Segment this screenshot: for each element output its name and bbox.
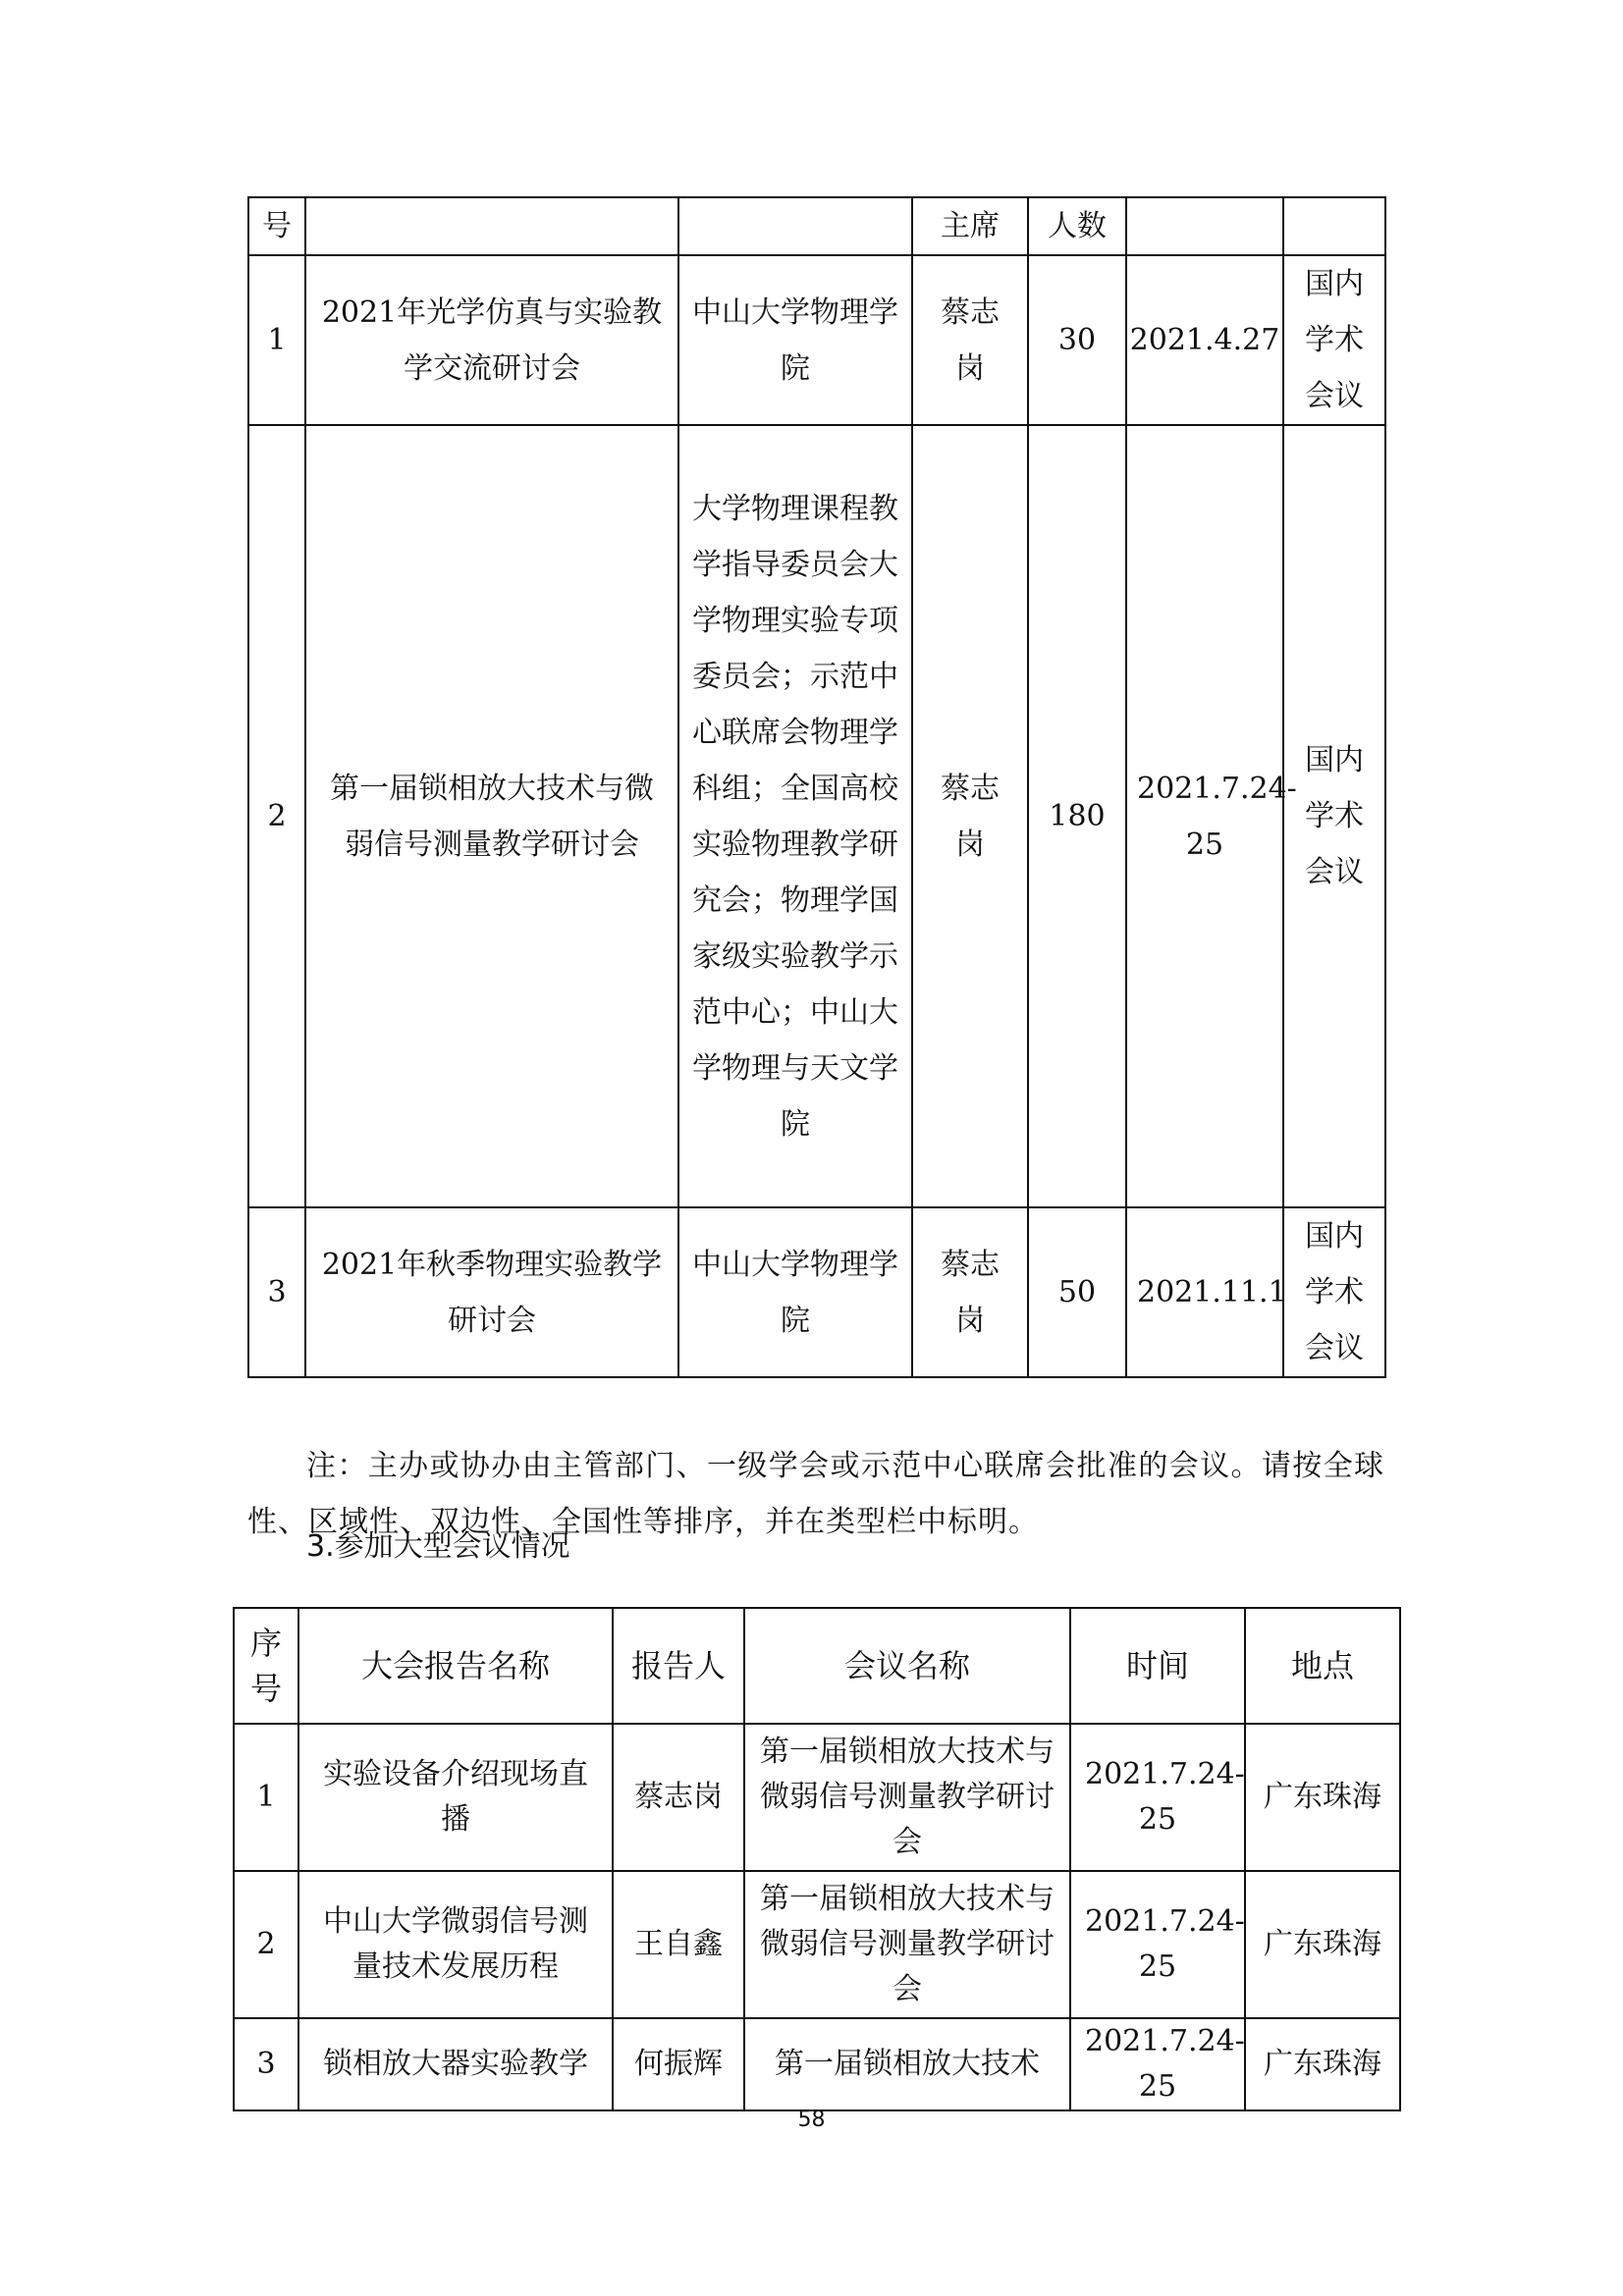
table-row [248,255,1385,425]
report-title: 实验设备介绍现场直播 [298,1724,613,1871]
header-cell: 会议名称 [744,1608,1070,1724]
row-number: 2 [248,425,305,1207]
header-cell [678,197,912,255]
conference-name: 第一届锁相放大技术与微弱信号测量教学研讨会 [744,1724,1070,1871]
conference-name: 第一届锁相放大技术与微弱信号测量教学研讨会 [744,1871,1070,2018]
meeting-date: 2021.7.24-25 [1126,425,1283,1207]
header-cell: 大会报告名称 [298,1608,613,1724]
meeting-type: 国内学术会议 [1283,1207,1385,1377]
table-row [234,1724,1400,1871]
meeting-name: 2021年光学仿真与实验教学交流研讨会 [305,255,678,425]
row-number: 1 [234,1724,298,1871]
header-cell [1283,197,1385,255]
chair: 蔡志岗 [912,255,1028,425]
header-cell: 报告人 [613,1608,744,1724]
table-row [234,1871,1400,2018]
attendee-count: 30 [1028,255,1126,425]
report-date: 2021.7.24-25 [1070,1871,1245,2018]
header-cell: 地点 [1245,1608,1400,1724]
attendee-count: 50 [1028,1207,1126,1377]
section-title: 3.参加大型会议情况 [306,1529,570,1564]
meeting-name: 2021年秋季物理实验教学研讨会 [305,1207,678,1377]
meetings-table [247,196,1386,1378]
meeting-date: 2021.4.27 [1126,255,1283,425]
table-row [248,425,1385,1207]
chair: 蔡志岗 [912,1207,1028,1377]
organizer: 中山大学物理学院 [678,1207,912,1377]
header-cell [305,197,678,255]
table-header-row [248,197,1385,255]
organizer: 中山大学物理学院 [678,255,912,425]
header-cell: 主席 [912,197,1028,255]
header-cell: 号 [248,197,305,255]
row-number: 3 [248,1207,305,1377]
row-number: 1 [248,255,305,425]
header-cell: 时间 [1070,1608,1245,1724]
table-row [248,1207,1385,1377]
reports-table [233,1607,1401,2111]
row-number: 2 [234,1871,298,2018]
meeting-date: 2021.11.1 [1126,1207,1283,1377]
speaker: 蔡志岗 [613,1724,744,1871]
report-title: 中山大学微弱信号测量技术发展历程 [298,1871,613,2018]
meeting-name: 第一届锁相放大技术与微弱信号测量教学研讨会 [305,425,678,1207]
report-place: 广东珠海 [1245,1871,1400,2018]
speaker: 何振辉 [613,2018,744,2110]
attendee-count: 180 [1028,425,1126,1207]
header-cell: 序号 [234,1608,298,1724]
report-date: 2021.7.24-25 [1070,2018,1245,2110]
report-place: 广东珠海 [1245,2018,1400,2110]
header-cell: 人数 [1028,197,1126,255]
conference-name: 第一届锁相放大技术 [744,2018,1070,2110]
report-date: 2021.7.24-25 [1070,1724,1245,1871]
speaker: 王自鑫 [613,1871,744,2018]
organizer: 大学物理课程教学指导委员会大学物理实验专项委员会；示范中心联席会物理学科组；全国高校实验物理教学研究会；物理学国家级实验教学示范中心；中山大学物理与天文学院 [678,425,912,1207]
table-header-row [234,1608,1400,1724]
table-note: 注：主办或协办由主管部门、一级学会或示范中心联席会批准的会议。请按全球性、区域性、双边性、全国性等排序，并在类型栏中标明。 [247,1449,1384,1539]
chair: 蔡志岗 [912,425,1028,1207]
header-cell [1126,197,1283,255]
table-row [234,2018,1400,2110]
page-number: 58 [797,2108,826,2132]
meeting-type: 国内学术会议 [1283,255,1385,425]
meeting-type: 国内学术会议 [1283,425,1385,1207]
row-number: 3 [234,2018,298,2110]
report-title: 锁相放大器实验教学 [298,2018,613,2110]
report-place: 广东珠海 [1245,1724,1400,1871]
